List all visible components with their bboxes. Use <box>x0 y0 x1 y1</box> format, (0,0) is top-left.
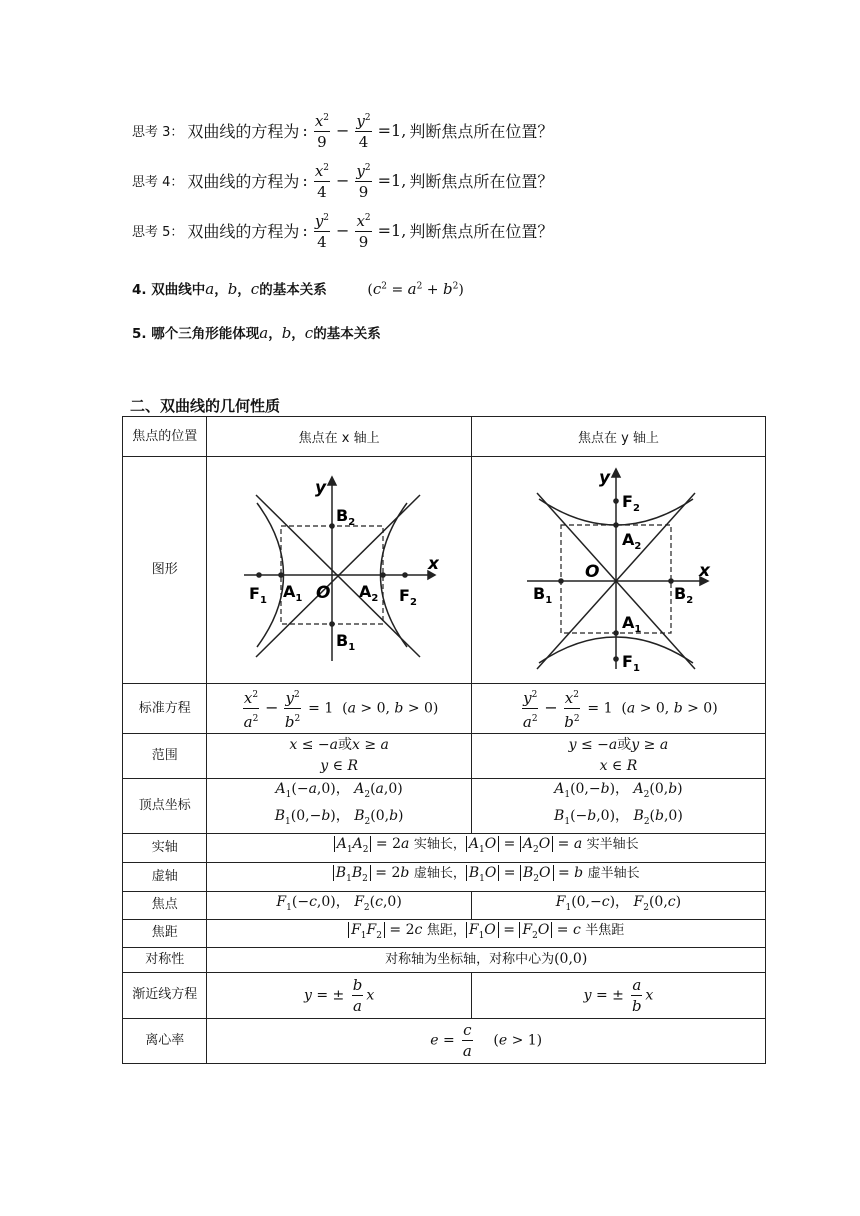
think-label: 思考 4： <box>132 174 184 190</box>
focus-F1-label: $F_1$ <box>622 652 641 673</box>
properties-table <box>122 416 766 1064</box>
fraction: $\frac{y^2}{9}$ <box>356 162 371 201</box>
x-axis-label: x <box>428 554 440 574</box>
think-question: 判断焦点所在位置？ <box>409 121 554 141</box>
fraction: $\frac{x^2}{9}$ <box>356 212 371 251</box>
item-5: 5. 哪个三角形能体现a，b，c的基本关系 <box>132 324 381 342</box>
fraction: $\frac{x^2}{9}$ <box>314 112 330 151</box>
vertex-A2-label: $A_2$ <box>622 530 642 552</box>
focal-value: $F_1F_2 = 2c$ 焦距， $F_1O = F_2O = c$ 半焦距 <box>207 919 766 947</box>
asymptote-y: y = ± $\frac{a}{b}$ x <box>471 972 765 1018</box>
hyperbola-y-svg <box>523 463 713 673</box>
think-label: 思考 3： <box>132 124 184 140</box>
focus-F2-label: $F_2$ <box>622 492 641 514</box>
focus-y: $F_1(0,-c)$， $F_2(0,c)$ <box>471 891 765 919</box>
focus-F2-label: $F_2$ <box>399 586 418 608</box>
vertex-x: $A_1(-a,0)$， $A_2(a,0)$ $B_1(0,-b)$， $B_2(0,b)$ <box>207 779 471 834</box>
asymptote-x: y = ± $\frac{b}{a}$ x <box>207 972 471 1018</box>
row-focus-label: 焦点 <box>123 891 207 919</box>
row-eccentricity-label: 离心率 <box>123 1018 207 1063</box>
hyperbola-x-svg <box>239 471 439 665</box>
figure-y-hyperbola <box>471 457 765 684</box>
vertex-y: $A_1(0,-b)$， $A_2(0,b)$ $B_1(-b,0)$， $B_2(b,0)$ <box>471 779 765 834</box>
focus-x: $F_1(-c,0)$， $F_2(c,0)$ <box>207 891 471 919</box>
think-5: 思考 5： 双曲线的方程为 : $\frac{y^2}{4}$ − $\frac{x^2}{9}$ =1, 判断焦点所在位置？ <box>132 204 553 256</box>
row-focal-label: 焦距 <box>123 919 207 947</box>
header-focus-position: 焦点的位置 <box>123 417 207 457</box>
y-axis-arrow <box>612 469 620 477</box>
std-eq-x: $\frac{x^2}{a^2}$ − $\frac{y^2}{b^2}$ = 1 (a > 0, b > 0) <box>207 684 471 734</box>
imag-axis-value: $B_1B_2 = 2b$ 虚轴长， $B_1O = B_2O = b$ 虚半轴长 <box>207 862 766 891</box>
point-B1-label: $B_1$ <box>336 631 356 653</box>
think-4: 思考 4： 双曲线的方程为 : $\frac{x^2}{4}$ − $\frac{y^2}{9}$ =1, 判断焦点所在位置？ <box>132 154 553 206</box>
think-text: 双曲线的方程为 <box>187 221 300 241</box>
think-text: 双曲线的方程为 <box>187 171 300 191</box>
origin-label: O <box>316 583 331 603</box>
think-question: 判断焦点所在位置？ <box>409 221 554 241</box>
header-x-axis: 焦点在 x 轴上 <box>207 417 471 457</box>
figure-x-hyperbola <box>207 457 471 684</box>
item-4: 4. 双曲线中a，b，c的基本关系 $(c^2 = a^2 + b^2)$ <box>132 280 464 298</box>
point-B2-label: $B_2$ <box>674 584 694 606</box>
think-3: 思考 3： 双曲线的方程为 : $\frac{x^2}{9}$ − $\frac{y^2}{4}$ =1, 判断焦点所在位置？ <box>132 104 553 156</box>
y-axis-arrow <box>328 477 336 485</box>
section-title: 二、双曲线的几何性质 <box>130 397 281 415</box>
think-text: 双曲线的方程为 <box>187 121 300 141</box>
std-eq-y: $\frac{y^2}{a^2}$ − $\frac{x^2}{b^2}$ = 1 (a > 0, b > 0) <box>471 684 765 734</box>
row-range-label: 范围 <box>123 734 207 779</box>
think-label: 思考 5： <box>132 224 184 240</box>
real-axis-value: $A_1A_2 = 2a$ 实轴长， $A_1O = A_2O = a$ 实半轴长 <box>207 833 766 862</box>
row-asymptote-label: 渐近线方程 <box>123 972 207 1018</box>
y-axis-label: y <box>599 468 611 488</box>
row-figure-label: 图形 <box>123 457 207 684</box>
fraction: $\frac{y^2}{4}$ <box>356 112 371 151</box>
row-symmetry-label: 对称性 <box>123 947 207 972</box>
think-question: 判断焦点所在位置？ <box>409 171 554 191</box>
fraction: $\frac{x^2}{4}$ <box>314 162 330 201</box>
origin-label: O <box>585 562 600 582</box>
fraction: $\frac{y^2}{4}$ <box>314 212 330 251</box>
x-axis-label: x <box>699 561 711 581</box>
eccentricity-value: e = $\frac{c}{a}$ (e > 1) <box>207 1018 766 1063</box>
relation-formula: $(c^2 = a^2 + b^2)$ <box>367 280 464 298</box>
y-axis-label: y <box>315 478 327 498</box>
range-x: x ≤ −a或x ≥ a y ∈ R <box>207 734 471 779</box>
vertex-A1-label: $A_1$ <box>622 613 642 635</box>
row-imag-axis-label: 虚轴 <box>123 862 207 891</box>
vertex-A1-label: $A_1$ <box>283 582 303 604</box>
vertex-A2-label: $A_2$ <box>359 582 379 604</box>
row-standard-equation-label: 标准方程 <box>123 684 207 734</box>
point-B2-label: $B_2$ <box>336 506 356 528</box>
row-vertex-label: 顶点坐标 <box>123 779 207 834</box>
symmetry-value: 对称轴为坐标轴，对称中心为(0,0) <box>207 947 766 972</box>
header-y-axis: 焦点在 y 轴上 <box>471 417 765 457</box>
range-y: y ≤ −a或y ≥ a x ∈ R <box>471 734 765 779</box>
row-real-axis-label: 实轴 <box>123 833 207 862</box>
point-B1-label: $B_1$ <box>533 584 553 606</box>
focus-F1-label: $F_1$ <box>249 584 268 606</box>
